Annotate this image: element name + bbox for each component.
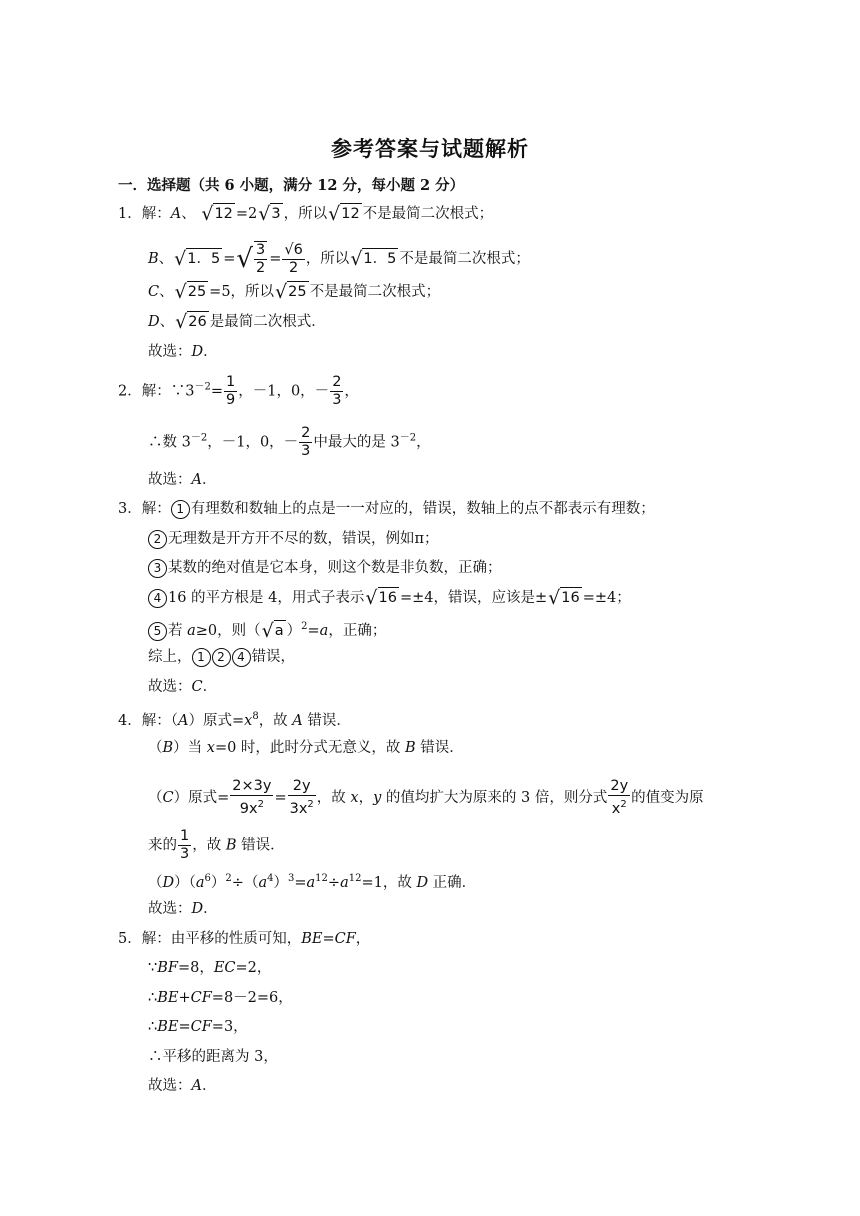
frac-2y-over-x2: $\frac{2y}{x^2}$ xyxy=(610,778,629,817)
circled-2-icon: 2 xyxy=(212,648,231,667)
sqrt-3: √ 3 xyxy=(258,203,281,225)
q3-line-4: 4 16 的平方根是 4，用式子表示 √ 16 =±4，错误，应该是± √ 16 =±4； xyxy=(148,587,631,609)
circled-4-icon: 4 xyxy=(232,648,251,667)
q4-line-2: （B）当 x=0 时，此时分式无意义，故 B 错误． xyxy=(148,740,464,756)
sqrt-25: √ 25 xyxy=(275,281,307,303)
q4-answer: 故选：D． xyxy=(148,901,218,917)
q5-line-2: ∵BF=8，EC=2， xyxy=(148,960,272,976)
circled-2-icon: 2 xyxy=(148,530,167,549)
q1-line-3: C、 √ 25 =5，所以 √ 25 不是最简二次根式； xyxy=(148,281,441,303)
q5-line-3: ∴BE+CF=8－2=6， xyxy=(148,990,293,1006)
q4-line-4: 来的 $\frac{1}{3}$ ，故 B 错误． xyxy=(148,828,285,862)
q2-line-1: 2．解：$\because 3^{-2}=$ $\frac{1}{9}$ ，－1，0，－ $\frac{2}{3}$ ， xyxy=(118,374,359,408)
circled-1-icon: 1 xyxy=(171,500,190,519)
sqrt-25: √ 25 xyxy=(174,281,207,303)
q3-line-5: 5 若 a≥0，则（ √ a ）$^2$=a，正确； xyxy=(148,617,386,642)
frac-2x3y-over-9x2: $\frac{2\times 3y}{9x^2}$ xyxy=(232,778,272,817)
q4-line-5: $(D)(a^6)^2\div(a^4)^3=a^{12}\div a^{12}=1$，故 D 正确． xyxy=(148,873,477,891)
q1-line-1: 1．解：A、 √ 12 =2 √ 3 ，所以 √ 12 不是最简二次根式； xyxy=(118,203,494,225)
q3-line-2: 2 无理数是开方开不尽的数，错误，例如π； xyxy=(148,529,439,549)
q5-line-4: ∴BE=CF=3， xyxy=(148,1019,248,1035)
page-title: 参考答案与试题解析 xyxy=(331,136,529,161)
q2-line-2: ∴数 $3^{-2}$，－1，0，－ $\frac{2}{3}$ 中最大的是 $3^{-2}$， xyxy=(148,425,431,459)
frac-sqrt6-over-2: $\frac{√6}{2}$ xyxy=(284,241,303,276)
frac-1-9: $\frac{1}{9}$ xyxy=(226,374,236,408)
circled-4-icon: 4 xyxy=(148,589,167,608)
frac-2-3: $\frac{2}{3}$ xyxy=(332,374,342,408)
q3-summary: 综上， 1 2 4 错误， xyxy=(148,649,295,665)
frac-2y-over-3x2: $\frac{2y}{3x^2}$ xyxy=(289,778,314,817)
q2-answer: 故选：A． xyxy=(148,472,217,488)
sqrt-26: √ 26 xyxy=(175,311,207,333)
sqrt-16: √ 16 xyxy=(365,587,397,609)
q1-line-4: D、 √ 26 是最简二次根式． xyxy=(148,311,326,333)
circled-3-icon: 3 xyxy=(148,559,167,578)
q1-answer: 故选：D． xyxy=(148,344,218,360)
section-heading: 一．选择题（共 6 小题，满分 12 分，每小题 2 分） xyxy=(118,177,465,194)
frac-1-3: $\frac{1}{3}$ xyxy=(180,828,190,862)
q3-answer: 故选：C． xyxy=(148,679,218,695)
q4-line-3: （C）原式= $\frac{2\times 3y}{9x^2}$ = $\frac{2y}{3x^2}$ ，故 x，y 的值均扩大为原来的 3 倍，则分式 $\frac{2y}{x^2}$ 的值变为原 xyxy=(148,778,704,817)
sqrt-a: √ a xyxy=(261,619,284,642)
q5-line-5: ∴平移的距离为 3， xyxy=(148,1049,278,1065)
sqrt-1-5: √ 1．5 xyxy=(350,248,397,270)
q5-answer: 故选：A． xyxy=(148,1078,217,1094)
sqrt-12: √ 12 xyxy=(201,203,233,225)
circled-5-icon: 5 xyxy=(148,622,167,641)
q3-line-1: 3．解： 1 有理数和数轴上的点是一一对应的，错误，数轴上的点不都表示有理数； xyxy=(118,501,655,517)
sqrt-3-over-2: √ $\frac{3}{2}$ xyxy=(236,242,266,276)
frac-2-3: $\frac{2}{3}$ xyxy=(301,425,311,459)
q3-line-3: 3 某数的绝对值是它本身，则这个数是非负数，正确； xyxy=(148,558,502,578)
sqrt-16: √ 16 xyxy=(548,587,580,609)
circled-1-icon: 1 xyxy=(192,648,211,667)
sqrt-12: √ 12 xyxy=(328,203,360,225)
sqrt-1-5: √ 1．5 xyxy=(174,248,221,270)
q4-line-1: 4．解：（A）原式$=x^8$，故 A 错误． xyxy=(118,711,351,729)
q5-line-1: 5．解：由平移的性质可知，BE=CF， xyxy=(118,931,371,947)
q1-line-2: B、 √ 1．5 = √ $\frac{3}{2}$ = $\frac{√6}{2}$ ，所以 √ 1．5 不是最简二次根式； xyxy=(148,241,530,276)
